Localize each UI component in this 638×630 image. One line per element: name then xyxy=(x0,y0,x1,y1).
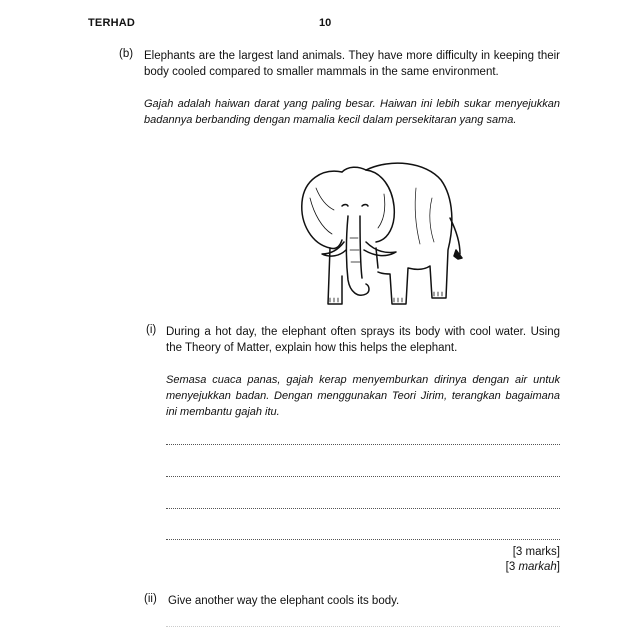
answer-line[interactable] xyxy=(166,508,560,509)
classification-label: TERHAD xyxy=(88,17,136,29)
elephant-illustration-icon xyxy=(296,158,468,318)
part-b-label: (b) xyxy=(119,48,134,60)
answer-line[interactable] xyxy=(166,476,560,477)
marks-ms-suffix: ] xyxy=(556,561,560,573)
answer-line[interactable] xyxy=(166,539,560,540)
marks-ms xyxy=(506,561,560,573)
question-ii-label: (ii) xyxy=(144,593,157,605)
answer-line-faint[interactable] xyxy=(166,626,560,627)
page-number: 10 xyxy=(319,17,332,29)
question-i-label: (i) xyxy=(146,324,157,336)
part-b-text-en: Elephants are the largest land animals. They have more difficulty in keeping their body cooled compared to smaller mammals in the same environment. xyxy=(144,50,560,78)
question-ii-text-en: Give another way the elephant cools its body. xyxy=(168,595,400,607)
marks-ms-word: markah xyxy=(518,561,557,573)
answer-line[interactable] xyxy=(166,444,560,445)
marks-en: [3 marks] xyxy=(512,546,560,558)
part-b-text-ms: Gajah adalah haiwan darat yang paling besar. Haiwan ini lebih sukar menyejukkan badannya berbanding dengan mamalia kecil dalam persekitaran yang sama. xyxy=(144,98,560,126)
marks-ms-prefix: [3 xyxy=(505,561,519,573)
question-i-text-en: During a hot day, the elephant often sprays its body with cool water. Using the Theory of Matter, explain how this helps the elephant. xyxy=(166,326,560,354)
question-i-text-ms: Semasa cuaca panas, gajah kerap menyemburkan dirinya dengan air untuk menyejukkan badan. Dengan menggunakan Teori Jirim, terangkan bagaimana ini membantu gajah itu. xyxy=(166,374,560,418)
